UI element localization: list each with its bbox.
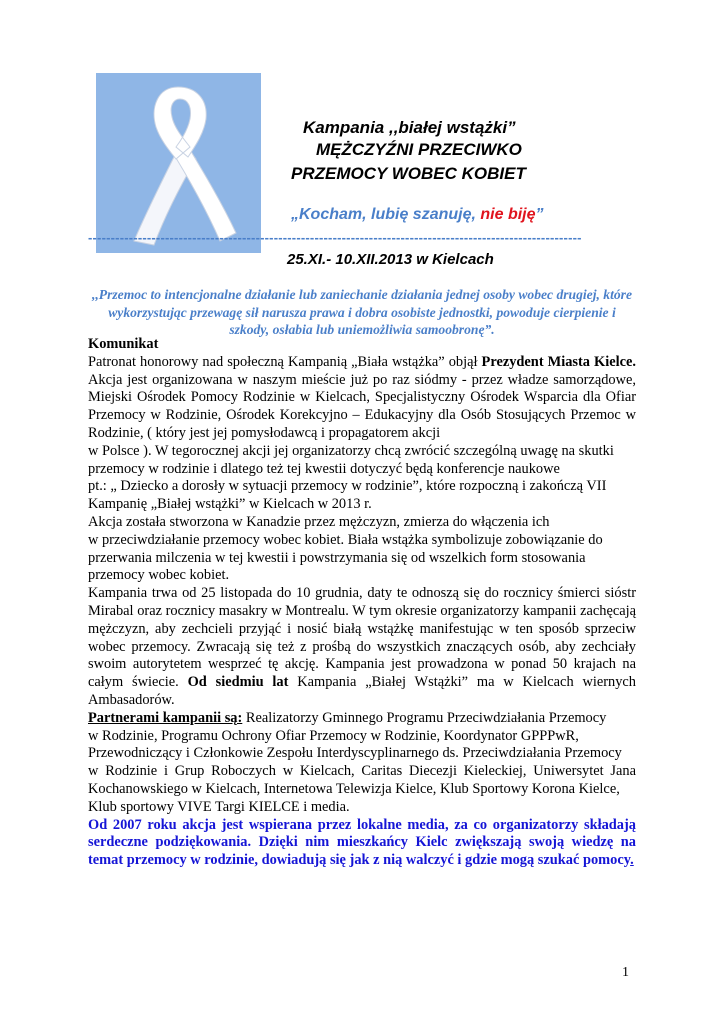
- text-span: Realizatorzy Gminnego Programu Przeciwdziałania Przemocy: [242, 709, 607, 726]
- text-line: Przewodniczący i Członkowie Zespołu Interdyscyplinarnego ds. Przeciwdziałania Przemocy: [88, 745, 622, 762]
- communique-heading: Komunikat: [88, 336, 159, 352]
- text-line: przemocy w rodzinie i dlatego też tej kwestii dotyczyć będą konferencje naukowe: [88, 460, 560, 477]
- title-line-2: MĘŻCZYŹNI PRZECIWKO: [316, 140, 522, 159]
- text-line: w Rodzinie i Grup Roboczych w Kielcach, Caritas Diecezji Kieleckiej, Uniwersytet Jana Kochanowskiego w Kielcach, Internetowa Telewizja Kielce, Klub Sportowy Korona Kielce,: [88, 763, 636, 797]
- campaign-dates: 25.XI.- 10.XII.2013 w Kielcach: [287, 251, 494, 268]
- text-span: Akcja jest organizowana w naszym mieście już po raz siódmy - przez władze samorządowe, Miejski Ośrodek Pomocy Rodzinie w Kielcach, Specjalistyczny Ośrodek Wsparcia dla Ofiar Przemocy w Rodzinie, Ośrodek Korekcyjno – Edukacyjny dla Osób Stosujących Przemoc w Rodzinie, ( który jest jej pomysłodawcą i propagatorem akcji: [88, 371, 636, 441]
- dashed-separator: -------------------------------------------------------------------------------------------------------------: [88, 230, 582, 245]
- text-line: w Polsce ). W tegorocznej akcji jej organizatorzy chcą zwrócić szczególną uwagę na skutki: [88, 442, 614, 459]
- text-bold: Prezydent Miasta Kielce.: [481, 353, 636, 370]
- paragraph-campaign-dates: [88, 585, 636, 710]
- paragraph-media-thanks: [88, 817, 636, 870]
- paragraph-patronage: [88, 354, 636, 443]
- partners-heading: Partnerami kampanii są:: [88, 709, 243, 726]
- text-span: Patronat honorowy nad społeczną Kampanią „Biała wstążka” objął: [88, 353, 482, 370]
- title-line-3: PRZEMOCY WOBEC KOBIET: [291, 164, 526, 183]
- slogan-part-1: „Kocham, lubię szanuję,: [291, 206, 481, 223]
- text-bold: Od siedmiu lat: [187, 674, 289, 691]
- text-line: w Rodzinie, Programu Ochrony Ofiar Przemocy w Rodzinie, Koordynator GPPPwR,: [88, 727, 579, 744]
- text-span: Kampania trwa od 25 listopada do 10 grudnia, daty te odnoszą się do rocznicy śmierci sióstr Mirabal oraz rocznicy masakry w Montrealu. W tym okresie organizatorzy kampanii zachęcają mężczyzn, aby zechcieli przyjąć i nosić białą wstążkę manifestując w ten sposób sprzeciw wobec przemocy. Zwracają się też z prośbą do wszystkich znaczących osób, aby zechciały swoim autorytetem wesprzeć tę akcję. Kampania jest prowadzona w ponad 50 krajach na całym świecie.: [88, 585, 636, 691]
- slogan-part-3: ”: [535, 206, 544, 223]
- white-ribbon-logo: [96, 73, 261, 253]
- text-line: Klub sportowy VIVE Targi KIELCE i media.: [88, 798, 350, 815]
- paragraph-partners: [88, 710, 636, 728]
- communique-body: [88, 336, 636, 870]
- text-line: przemocy wobec kobiet.: [88, 567, 230, 584]
- violence-definition-quote: ,,Przemoc to intencjonalne działanie lub zaniechanie działania jednej osoby wobec drugiej, które wykorzystując przewagę sił narusza prawa i dobra osobiste jednostki, powoduje cierpienie i szkody, osłabia lub uniemożliwia samoobronę”.: [92, 287, 632, 337]
- text-span: .: [630, 852, 634, 869]
- text-span: Od 2007 roku akcja jest wspierana przez lokalne media, za co organizatorzy składają serdeczne podziękowania. Dzięki nim mieszkańcy Kielc zwiększają swoją wiedzę na temat przemocy w rodzinie, dowiadują się jak z nią walczyć i gdzie mogą szukać pomocy: [88, 816, 636, 869]
- campaign-title: Kampania ,,białej wstążki”: [303, 118, 516, 137]
- text-line: Kampanię „Białej wstążki” w Kielcach w 2013 r.: [88, 496, 372, 513]
- text-line: w przeciwdziałanie przemocy wobec kobiet. Biała wstążka symbolizuje zobowiązanie do: [88, 531, 603, 548]
- text-span: Kampania „Białej Wstążki” ma w Kielcach wiernych Ambasadorów.: [88, 674, 637, 708]
- page-number: 1: [622, 965, 629, 980]
- text-line: przerwania milczenia w tej kwestii i powstrzymania się od wszelkich form stosowania: [88, 549, 586, 566]
- slogan: [291, 206, 544, 224]
- ribbon-icon: [96, 73, 261, 253]
- text-line: pt.: „ Dziecko a dorosły w sytuacji przemocy w rodzinie”, które rozpoczną i zakończą VII: [88, 478, 607, 495]
- slogan-highlight: nie biję: [480, 206, 536, 223]
- text-line: Akcja została stworzona w Kanadzie przez mężczyzn, zmierza do włączenia ich: [88, 513, 550, 530]
